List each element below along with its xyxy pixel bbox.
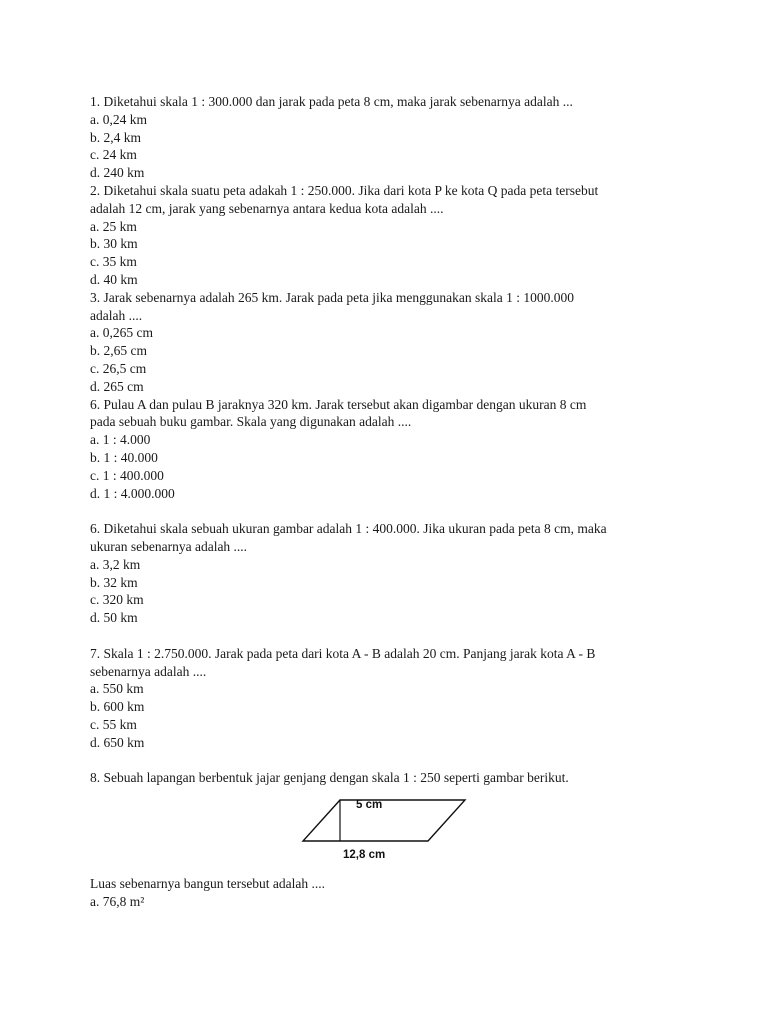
question-1-option-d: d. 240 km bbox=[90, 165, 145, 181]
question-1-option-c: c. 24 km bbox=[90, 147, 137, 163]
question-2-text-line-2: adalah 12 cm, jarak yang sebenarnya antara kedua kota adalah .... bbox=[90, 200, 444, 216]
question-1-option-a: a. 0,24 km bbox=[90, 111, 147, 127]
question-3-option-d: d. 265 cm bbox=[90, 378, 144, 394]
question-6a-option-a: a. 1 : 4.000 bbox=[90, 432, 151, 448]
question-2 bbox=[90, 182, 690, 289]
question-3-text-line-2: adalah .... bbox=[90, 307, 143, 323]
question-3-option-b: b. 2,65 cm bbox=[90, 343, 147, 359]
question-6a-option-c: c. 1 : 400.000 bbox=[90, 467, 164, 483]
parallelogram-shape bbox=[303, 800, 465, 841]
question-6a-option-d: d. 1 : 4.000.000 bbox=[90, 485, 175, 501]
parallelogram-diagram bbox=[90, 787, 690, 875]
question-7-option-d: d. 650 km bbox=[90, 734, 145, 750]
question-6b-text-line-2: ukuran sebenarnya adalah .... bbox=[90, 538, 248, 554]
worksheet bbox=[90, 93, 690, 911]
question-6a bbox=[90, 396, 690, 503]
question-2-option-b: b. 30 km bbox=[90, 236, 138, 252]
figure-height-label: 5 cm bbox=[356, 799, 383, 812]
figure-base-label: 12,8 cm bbox=[343, 849, 386, 862]
question-7 bbox=[90, 645, 690, 752]
question-6b bbox=[90, 520, 690, 627]
question-8 bbox=[90, 769, 690, 910]
blank-line bbox=[90, 751, 690, 769]
question-2-option-d: d. 40 km bbox=[90, 271, 138, 287]
parallelogram-figure bbox=[90, 787, 690, 875]
question-6b-option-a: a. 3,2 km bbox=[90, 556, 141, 572]
question-1 bbox=[90, 93, 690, 182]
question-6a-option-b: b. 1 : 40.000 bbox=[90, 449, 158, 465]
question-8-text: 8. Sebuah lapangan berbentuk jajar genjang dengan skala 1 : 250 seperti gambar berikut. bbox=[90, 770, 569, 786]
question-8-option-a: a. 76,8 m² bbox=[90, 893, 145, 909]
question-7-option-b: b. 600 km bbox=[90, 699, 145, 715]
question-2-option-a: a. 25 km bbox=[90, 218, 137, 234]
question-7-option-a: a. 550 km bbox=[90, 681, 144, 697]
question-2-text-line-1: 2. Diketahui skala suatu peta adakah 1 : 250.000. Jika dari kota P ke kota Q pada peta tersebut bbox=[90, 182, 599, 198]
question-6b-option-d: d. 50 km bbox=[90, 610, 138, 626]
question-7-text-line-1: 7. Skala 1 : 2.750.000. Jarak pada peta dari kota A - B adalah 20 cm. Panjang jarak kota A - B bbox=[90, 645, 596, 661]
question-7-option-c: c. 55 km bbox=[90, 716, 137, 732]
question-3-option-c: c. 26,5 cm bbox=[90, 360, 147, 376]
question-6a-text-line-1: 6. Pulau A dan pulau B jaraknya 320 km. Jarak tersebut akan digambar dengan ukuran 8 cm bbox=[90, 396, 587, 412]
blank-line bbox=[90, 502, 690, 520]
question-6b-option-b: b. 32 km bbox=[90, 574, 138, 590]
question-8-follow-up: Luas sebenarnya bangun tersebut adalah .... bbox=[90, 876, 326, 892]
question-3-text-line-1: 3. Jarak sebenarnya adalah 265 km. Jarak pada peta jika menggunakan skala 1 : 1000.000 bbox=[90, 289, 574, 305]
blank-line bbox=[90, 627, 690, 645]
question-7-text-line-2: sebenarnya adalah .... bbox=[90, 663, 207, 679]
question-6b-option-c: c. 320 km bbox=[90, 592, 144, 608]
question-2-option-c: c. 35 km bbox=[90, 254, 137, 270]
question-1-text: 1. Diketahui skala 1 : 300.000 dan jarak pada peta 8 cm, maka jarak sebenarnya adalah ... bbox=[90, 94, 573, 109]
question-6b-text-line-1: 6. Diketahui skala sebuah ukuran gambar adalah 1 : 400.000. Jika ukuran pada peta 8 cm, maka bbox=[90, 521, 607, 537]
question-3-option-a: a. 0,265 cm bbox=[90, 325, 153, 341]
question-3 bbox=[90, 289, 690, 396]
question-6a-text-line-2: pada sebuah buku gambar. Skala yang digunakan adalah .... bbox=[90, 414, 412, 430]
question-1-option-b: b. 2,4 km bbox=[90, 129, 142, 145]
